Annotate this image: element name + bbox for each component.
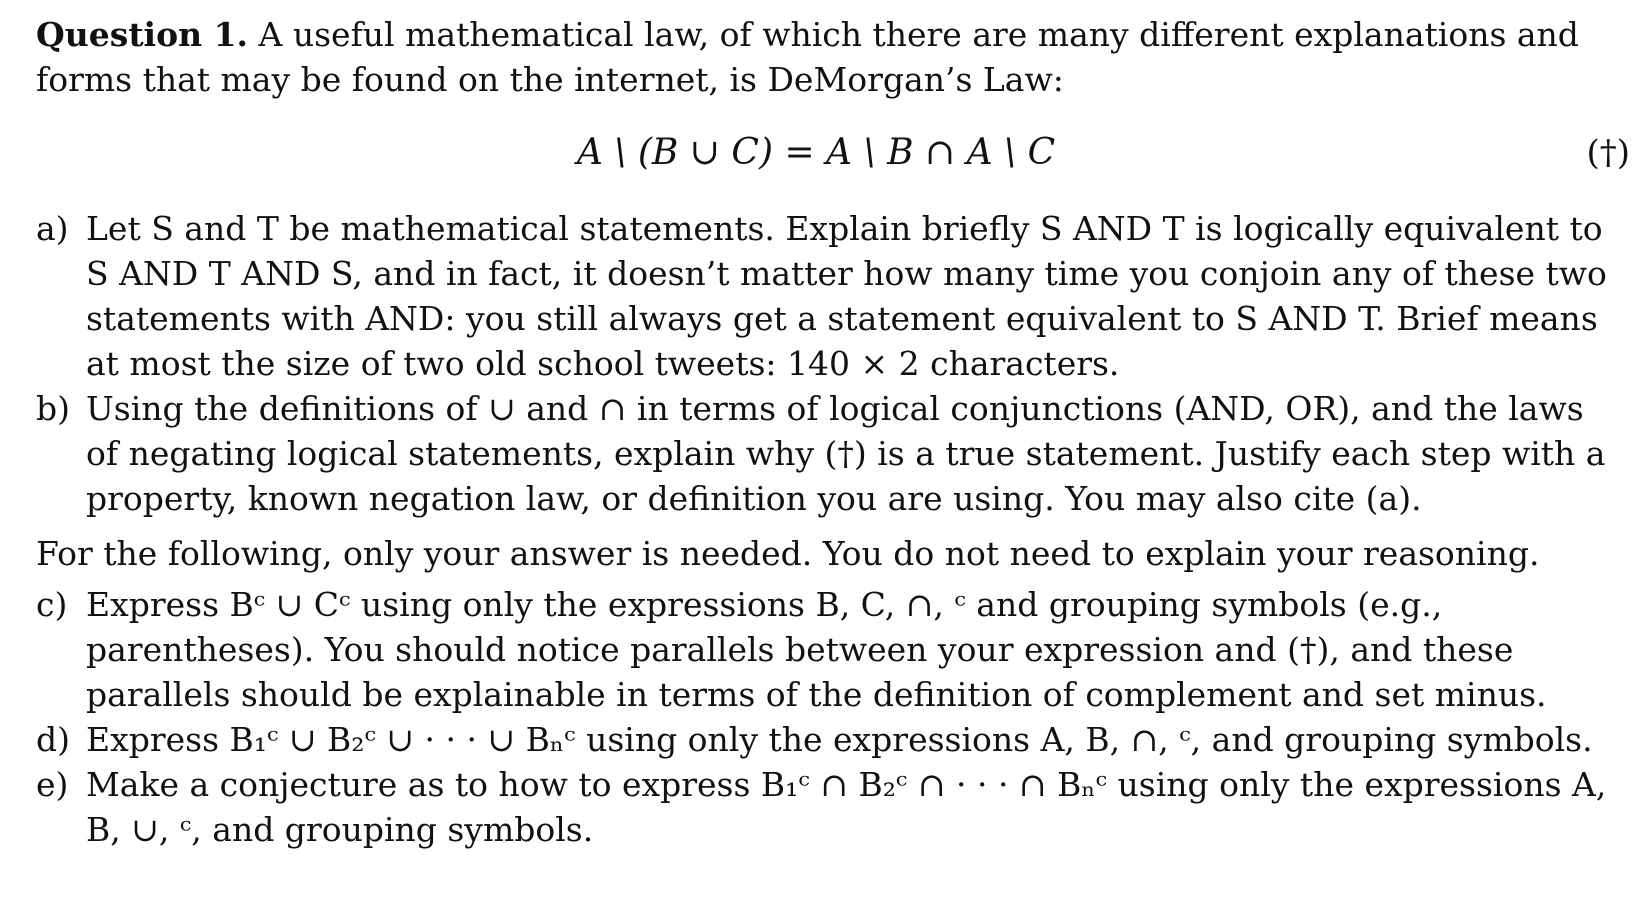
part-c-label: c) — [36, 585, 68, 624]
part-d-text: Express B₁ᶜ ∪ B₂ᶜ ∪ · · · ∪ Bₙᶜ using only the expressions A, B, ∩, ᶜ, and grouping symbols. — [86, 720, 1593, 759]
demorgan-equation: A \ (B ∪ C) = A \ B ∩ A \ C — [576, 132, 1056, 173]
part-b — [36, 386, 1616, 521]
question-intro-text: A useful mathematical law, of which there are many different explanations and forms that may be found on the internet, is DeMorgan’s Law: — [36, 15, 1579, 99]
part-c — [36, 582, 1616, 717]
part-d-label: d) — [36, 720, 70, 759]
parts-list-cde — [36, 582, 1616, 852]
part-e — [36, 762, 1616, 852]
part-e-text: Make a conjecture as to how to express B₁ᶜ ∩ B₂ᶜ ∩ · · · ∩ Bₙᶜ using only the expressions A, B, ∪, ᶜ, and grouping symbols. — [86, 765, 1607, 849]
part-a-text: Let S and T be mathematical statements. Explain briefly S AND T is logically equivalent to S AND T AND S, and in fact, it doesn’t matter how many time you conjoin any of these two statements with AND: you still always get a statement equivalent to S AND T. Brief means at most the size of two old school tweets: 140 × 2 characters. — [86, 209, 1607, 383]
part-a — [36, 206, 1616, 386]
part-e-label: e) — [36, 765, 69, 804]
question-intro — [36, 12, 1616, 102]
question-document — [36, 12, 1630, 852]
part-b-text: Using the definitions of ∪ and ∩ in terms of logical conjunctions (AND, OR), and the laws of negating logical statements, explain why (†) is a true statement. Justify each step with a property, known negation law, or definition you are using. You may also cite (a). — [86, 389, 1606, 518]
part-b-label: b) — [36, 389, 70, 428]
answer-only-instructions: For the following, only your answer is needed. You do not need to explain your reasoning. — [36, 534, 1540, 573]
part-c-text: Express Bᶜ ∪ Cᶜ using only the expressions B, C, ∩, ᶜ and grouping symbols (e.g., parentheses). You should notice parallels between your expression and (†), and these parallels should be explainable in terms of the definition of complement and set minus. — [86, 585, 1547, 714]
equation-tag: (†) — [1586, 133, 1630, 173]
demorgan-equation-block — [36, 122, 1630, 184]
part-a-label: a) — [36, 209, 69, 248]
question-label: Question 1. — [36, 15, 249, 54]
part-d — [36, 717, 1616, 762]
parts-list-ab — [36, 206, 1616, 521]
